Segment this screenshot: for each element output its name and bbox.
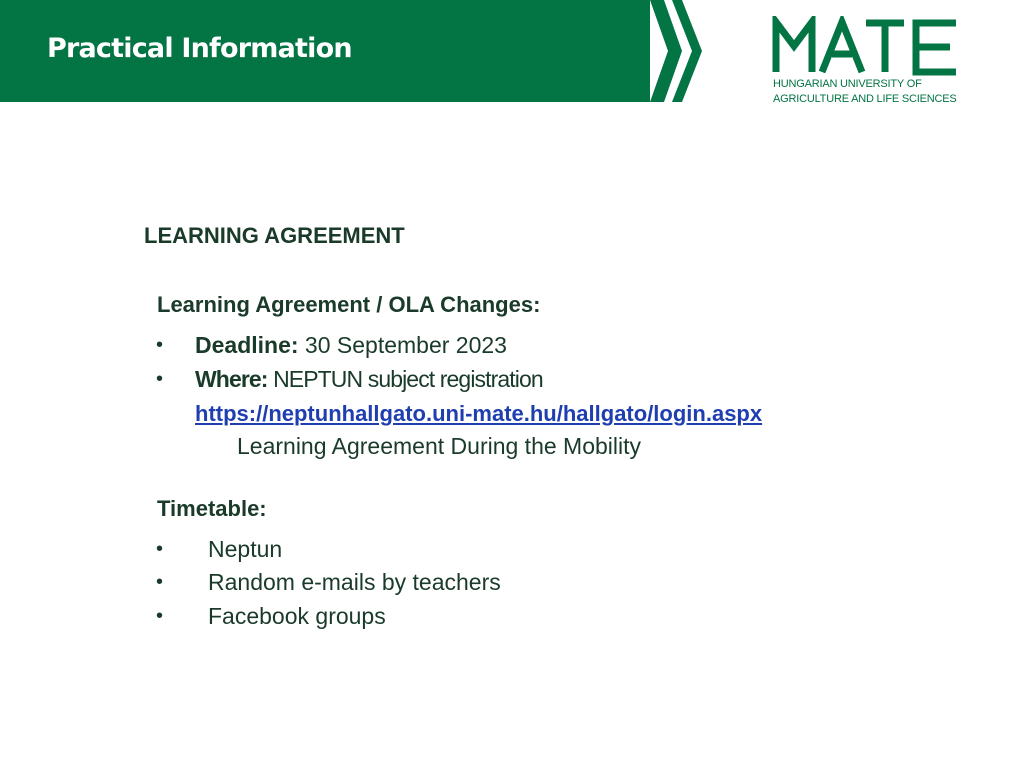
where-value: NEPTUN subject registration	[273, 366, 543, 392]
page-title: Practical Information	[47, 33, 352, 64]
chevron-right-icon	[640, 0, 710, 102]
deadline-label: Deadline:	[195, 332, 299, 358]
deadline-value: 30 September 2023	[304, 332, 507, 358]
where-item	[195, 366, 543, 393]
bullet-marker: •	[156, 605, 164, 627]
neptun-login-link[interactable]: https://neptunhallgato.uni-mate.hu/hallgato/login.aspx	[195, 401, 763, 426]
university-logo	[770, 16, 962, 108]
mate-logo-mark	[770, 16, 962, 76]
bullet-marker: •	[156, 368, 164, 390]
bullet-marker: •	[156, 334, 164, 356]
section-heading: LEARNING AGREEMENT	[144, 223, 405, 248]
where-label: Where:	[195, 366, 268, 392]
timetable-item-neptun: Neptun	[208, 536, 283, 562]
neptun-link-row	[195, 400, 762, 427]
learning-agreement-subheading: Learning Agreement / OLA Changes:	[157, 292, 541, 317]
logo-text-line-1: HUNGARIAN UNIVERSITY OF	[773, 78, 922, 90]
timetable-subheading: Timetable:	[157, 496, 267, 521]
deadline-item	[195, 332, 507, 359]
timetable-item-facebook: Facebook groups	[208, 603, 386, 629]
timetable-item-emails: Random e-mails by teachers	[208, 569, 501, 595]
bullet-marker: •	[156, 571, 164, 593]
mobility-note: Learning Agreement During the Mobility	[237, 433, 642, 459]
bullet-marker: •	[156, 538, 164, 560]
logo-text-line-2: AGRICULTURE AND LIFE SCIENCES	[773, 93, 957, 105]
